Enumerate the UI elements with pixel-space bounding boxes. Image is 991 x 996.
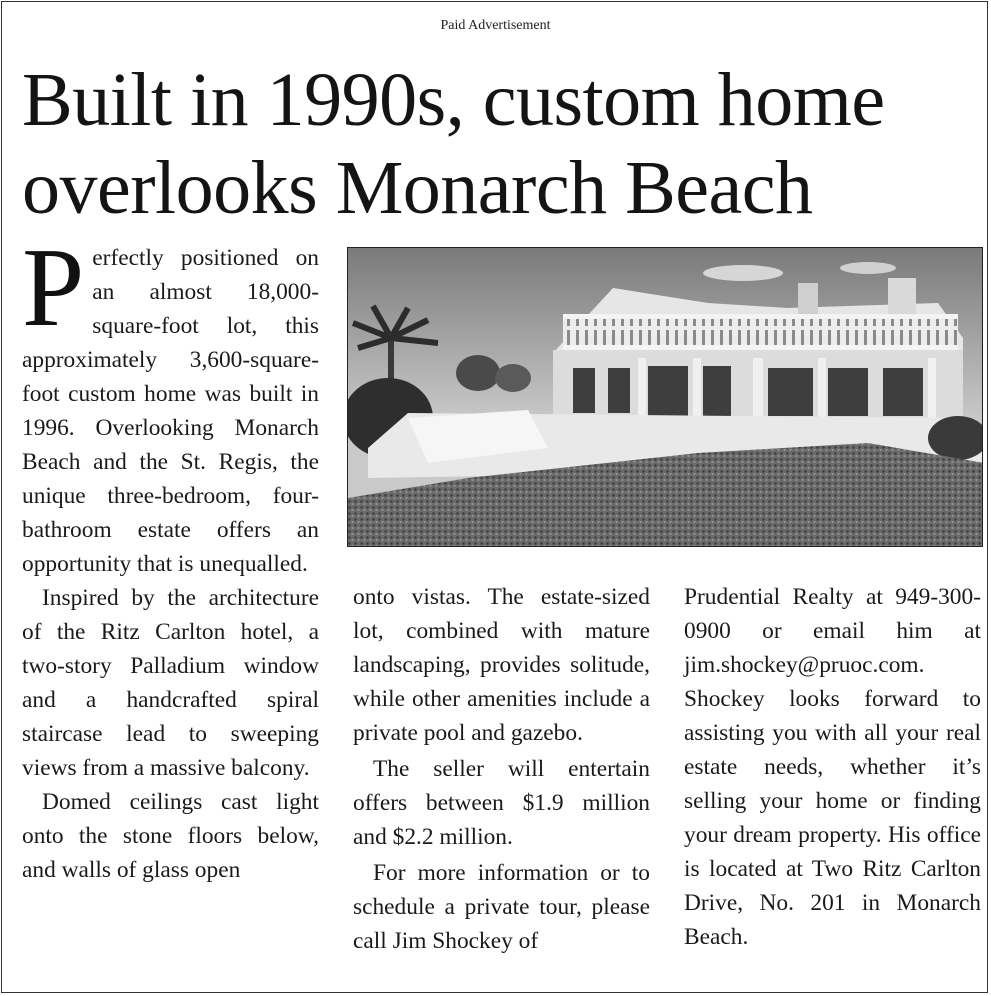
paid-advertisement-label: Paid Advertisement [440,18,551,33]
paragraph-2: Inspired by the architecture of the Ritz Carlton hotel, a two-story Palladium window and a handcrafted spiral staircase lead to sweeping views from a massive balcony. [22,585,319,781]
paragraph-1 [22,226,319,581]
paragraph-3-end: onto vistas. The estate-sized lot, combined with mature landscaping, provides solitude, while other amenities include a private pool and gazebo. [353,584,650,746]
drop-cap: P [22,226,85,350]
paragraph-1-text: erfectly positioned on an almost 18,000-square-foot lot, this approximately 3,600-square-foot custom home was built in 1996. Overlooking Monarch Beach and the St. Regis, the unique three-bedroom, four-bathroom estate offers an opportunity that is unequalled. [22,245,319,577]
headline: Built in 1990s, custom home overlooks Monarch Beach [22,58,885,230]
article-column-1 [22,226,319,887]
article-column-2 [353,580,650,958]
paragraph-3-start: Domed ceilings cast light onto the stone floors below, and walls of glass open [22,789,319,883]
article-column-3 [684,580,981,954]
paragraph-5-end: Prudential Realty at 949-300-0900 or email him at jim.shockey@pruoc.com. Shockey looks forward to assisting you with all your real estate needs, whether it’s selling your home or finding your dream property. His office is located at Two Ritz Carlton Drive, No. 201 in Monarch Beach. [684,584,981,950]
paragraph-4: The seller will entertain offers between $1.9 million and $2.2 million. [353,756,650,850]
house-photo [347,247,983,547]
paragraph-5-start: For more information or to schedule a private tour, please call Jim Shockey of [353,860,650,954]
